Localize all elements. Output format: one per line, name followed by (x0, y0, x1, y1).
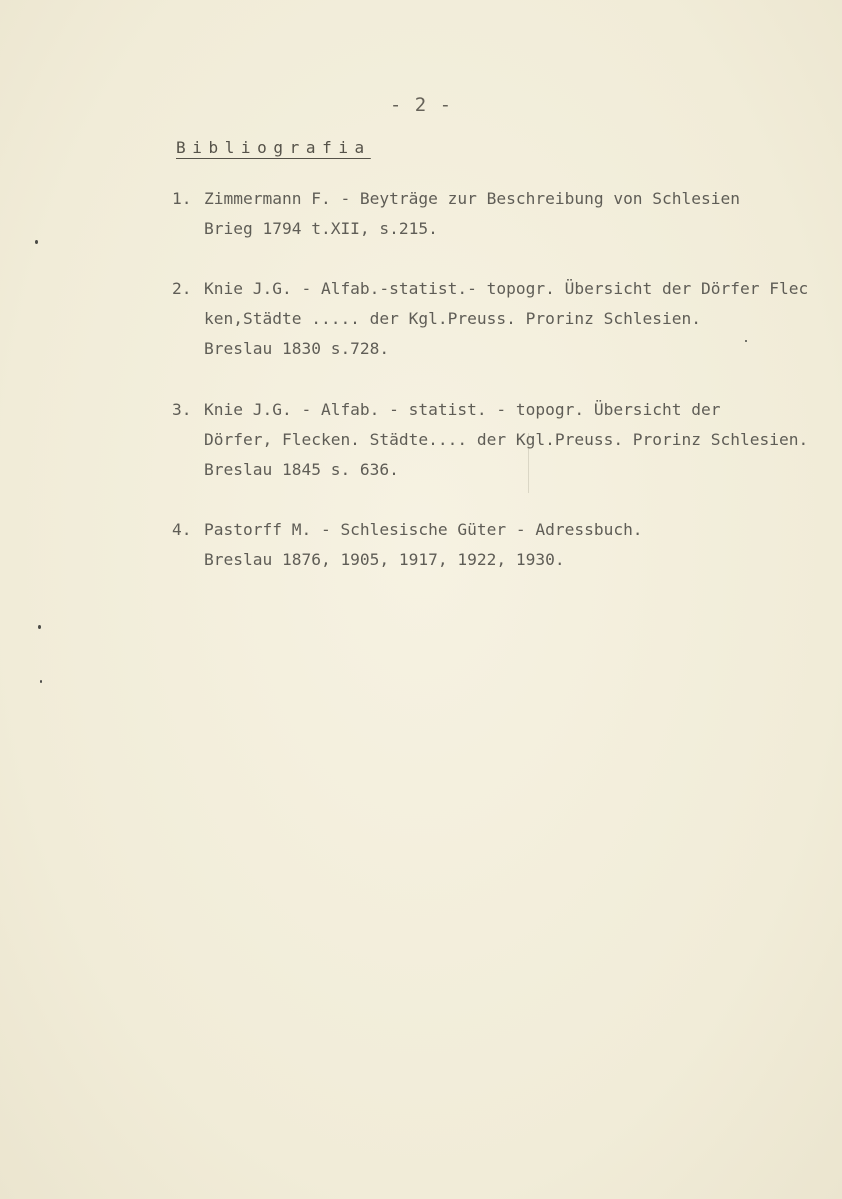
entry-line (172, 184, 740, 214)
bibliography-entry (172, 515, 643, 575)
entry-line (172, 515, 643, 545)
entry-text: Pastorff M. - Schlesische Güter - Adressbuch. (204, 520, 643, 539)
ink-speck (35, 240, 38, 244)
entry-number: 3. (172, 400, 192, 419)
entry-text: Knie J.G. - Alfab.-statist.- topogr. Übersicht der Dörfer Flec (204, 279, 809, 298)
entry-number: 2. (172, 279, 192, 298)
page-number: - 2 - (389, 94, 453, 116)
bibliography-entry (172, 274, 808, 364)
ink-speck (40, 680, 42, 683)
entry-line: Breslau 1830 s.728. (204, 339, 390, 358)
bibliography-entry (172, 395, 808, 485)
entry-line (172, 395, 808, 425)
entry-line: Dörfer, Flecken. Städte.... der Kgl.Preuss. Prorinz Schlesien. (204, 430, 809, 449)
entry-number: 1. (172, 189, 192, 208)
ink-speck (38, 625, 41, 629)
entry-number: 4. (172, 520, 192, 539)
ink-speck (745, 340, 747, 342)
entry-line (172, 274, 808, 304)
entry-text: Knie J.G. - Alfab. - statist. - topogr. Übersicht der (204, 400, 721, 419)
paper-crease (528, 433, 529, 493)
bibliography-heading: Bibliografia (176, 138, 371, 157)
entry-line: Breslau 1845 s. 636. (204, 460, 399, 479)
entry-line: Brieg 1794 t.XII, s.215. (204, 219, 438, 238)
bibliography-entry (172, 184, 740, 244)
entry-text: Zimmermann F. - Beyträge zur Beschreibung von Schlesien (204, 189, 741, 208)
entry-line: ken,Städte ..... der Kgl.Preuss. Prorinz Schlesien. (204, 309, 702, 328)
entry-line: Breslau 1876, 1905, 1917, 1922, 1930. (204, 550, 565, 569)
